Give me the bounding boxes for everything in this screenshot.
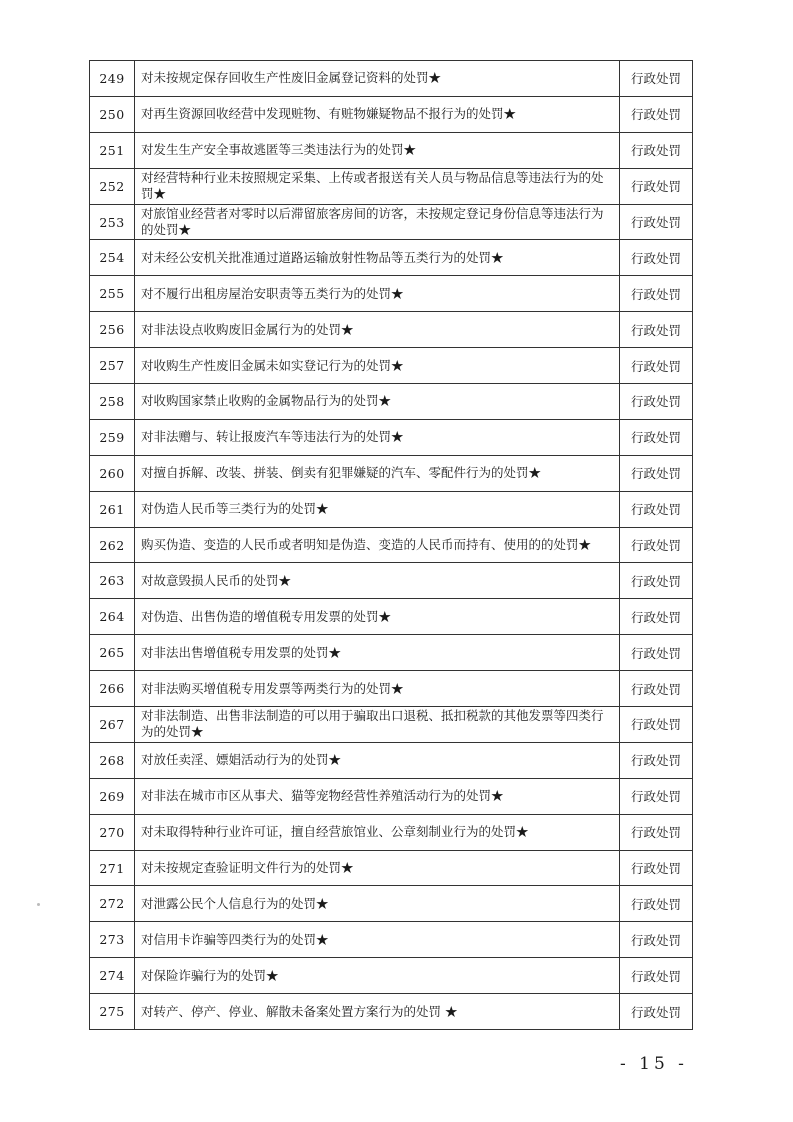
row-description: 对非法出售增值税专用发票的处罚★ (135, 635, 620, 671)
row-number: 249 (90, 61, 135, 97)
row-description: 对未按规定查验证明文件行为的处罚★ (135, 850, 620, 886)
row-description: 对非法购买增值税专用发票等两类行为的处罚★ (135, 671, 620, 707)
table-row (90, 455, 693, 491)
row-category: 行政处罚 (620, 814, 693, 850)
table-row (90, 96, 693, 132)
row-category: 行政处罚 (620, 276, 693, 312)
table-row (90, 132, 693, 168)
table-row (90, 814, 693, 850)
table-row (90, 312, 693, 348)
row-number: 257 (90, 348, 135, 384)
row-number: 263 (90, 563, 135, 599)
table-body (90, 61, 693, 1030)
row-category: 行政处罚 (620, 994, 693, 1030)
row-number: 270 (90, 814, 135, 850)
table-row (90, 671, 693, 707)
row-number: 254 (90, 240, 135, 276)
row-category: 行政处罚 (620, 599, 693, 635)
row-number: 275 (90, 994, 135, 1030)
row-description: 对收购国家禁止收购的金属物品行为的处罚★ (135, 384, 620, 420)
table-row (90, 635, 693, 671)
row-number: 251 (90, 132, 135, 168)
row-description: 对泄露公民个人信息行为的处罚★ (135, 886, 620, 922)
row-number: 250 (90, 96, 135, 132)
row-description: 对发生生产安全事故逃匿等三类违法行为的处罚★ (135, 132, 620, 168)
row-number: 272 (90, 886, 135, 922)
row-category: 行政处罚 (620, 132, 693, 168)
penalty-list-table-container (89, 60, 692, 1030)
row-category: 行政处罚 (620, 204, 693, 240)
row-description: 对收购生产性废旧金属未如实登记行为的处罚★ (135, 348, 620, 384)
row-category: 行政处罚 (620, 312, 693, 348)
row-description: 对伪造人民币等三类行为的处罚★ (135, 491, 620, 527)
table-row (90, 742, 693, 778)
row-description: 对再生资源回收经营中发现赃物、有赃物嫌疑物品不报行为的处罚★ (135, 96, 620, 132)
table-row (90, 994, 693, 1030)
row-description: 对保险诈骗行为的处罚★ (135, 958, 620, 994)
row-category: 行政处罚 (620, 168, 693, 204)
table-row (90, 491, 693, 527)
row-number: 266 (90, 671, 135, 707)
row-description: 对故意毁损人民币的处罚★ (135, 563, 620, 599)
table-row (90, 204, 693, 240)
table-row (90, 276, 693, 312)
row-description: 对擅自拆解、改装、拼装、倒卖有犯罪嫌疑的汽车、零配件行为的处罚★ (135, 455, 620, 491)
row-number: 252 (90, 168, 135, 204)
row-category: 行政处罚 (620, 348, 693, 384)
row-category: 行政处罚 (620, 491, 693, 527)
row-category: 行政处罚 (620, 671, 693, 707)
row-description: 对非法在城市市区从事犬、猫等宠物经营性养殖活动行为的处罚★ (135, 778, 620, 814)
table-row (90, 958, 693, 994)
table-row (90, 599, 693, 635)
row-number: 261 (90, 491, 135, 527)
table-row (90, 168, 693, 204)
table-row (90, 886, 693, 922)
row-category: 行政处罚 (620, 707, 693, 743)
row-category: 行政处罚 (620, 742, 693, 778)
row-number: 253 (90, 204, 135, 240)
table-row (90, 850, 693, 886)
table-row (90, 922, 693, 958)
row-number: 258 (90, 384, 135, 420)
table-row (90, 61, 693, 97)
row-number: 260 (90, 455, 135, 491)
penalty-list-table (89, 60, 693, 1030)
row-number: 267 (90, 707, 135, 743)
table-row (90, 419, 693, 455)
table-row (90, 778, 693, 814)
row-description: 对伪造、出售伪造的增值税专用发票的处罚★ (135, 599, 620, 635)
row-category: 行政处罚 (620, 96, 693, 132)
page-number: - 15 - (620, 1054, 688, 1074)
table-row (90, 527, 693, 563)
row-category: 行政处罚 (620, 958, 693, 994)
row-category: 行政处罚 (620, 61, 693, 97)
row-category: 行政处罚 (620, 563, 693, 599)
row-category: 行政处罚 (620, 778, 693, 814)
row-description: 对非法赠与、转让报废汽车等违法行为的处罚★ (135, 419, 620, 455)
row-number: 264 (90, 599, 135, 635)
row-number: 274 (90, 958, 135, 994)
row-description: 对信用卡诈骗等四类行为的处罚★ (135, 922, 620, 958)
row-description: 对未按规定保存回收生产性废旧金属登记资料的处罚★ (135, 61, 620, 97)
row-description: 对非法制造、出售非法制造的可以用于骗取出口退税、抵扣税款的其他发票等四类行为的处罚★ (135, 707, 620, 743)
row-category: 行政处罚 (620, 240, 693, 276)
row-description: 对未经公安机关批准通过道路运输放射性物品等五类行为的处罚★ (135, 240, 620, 276)
table-row (90, 240, 693, 276)
row-number: 268 (90, 742, 135, 778)
row-number: 265 (90, 635, 135, 671)
row-description: 对经营特种行业未按照规定采集、上传或者报送有关人员与物品信息等违法行为的处罚★ (135, 168, 620, 204)
row-number: 255 (90, 276, 135, 312)
row-description: 对不履行出租房屋治安职责等五类行为的处罚★ (135, 276, 620, 312)
table-row (90, 348, 693, 384)
row-description: 对放任卖淫、嫖娼活动行为的处罚★ (135, 742, 620, 778)
row-description: 对未取得特种行业许可证，擅自经营旅馆业、公章刻制业行为的处罚★ (135, 814, 620, 850)
row-number: 256 (90, 312, 135, 348)
row-number: 259 (90, 419, 135, 455)
row-description: 购买伪造、变造的人民币或者明知是伪造、变造的人民币而持有、使用的的处罚★ (135, 527, 620, 563)
table-row (90, 707, 693, 743)
row-category: 行政处罚 (620, 384, 693, 420)
row-description: 对转产、停产、停业、解散未备案处置方案行为的处罚 ★ (135, 994, 620, 1030)
row-category: 行政处罚 (620, 850, 693, 886)
row-category: 行政处罚 (620, 635, 693, 671)
row-category: 行政处罚 (620, 922, 693, 958)
row-category: 行政处罚 (620, 527, 693, 563)
row-category: 行政处罚 (620, 455, 693, 491)
row-number: 271 (90, 850, 135, 886)
row-category: 行政处罚 (620, 886, 693, 922)
table-row (90, 563, 693, 599)
row-number: 269 (90, 778, 135, 814)
row-description: 对旅馆业经营者对零时以后滞留旅客房间的访客，未按规定登记身份信息等违法行为的处罚★ (135, 204, 620, 240)
scan-speck (37, 903, 40, 906)
row-description: 对非法设点收购废旧金属行为的处罚★ (135, 312, 620, 348)
table-row (90, 384, 693, 420)
row-number: 273 (90, 922, 135, 958)
row-number: 262 (90, 527, 135, 563)
row-category: 行政处罚 (620, 419, 693, 455)
